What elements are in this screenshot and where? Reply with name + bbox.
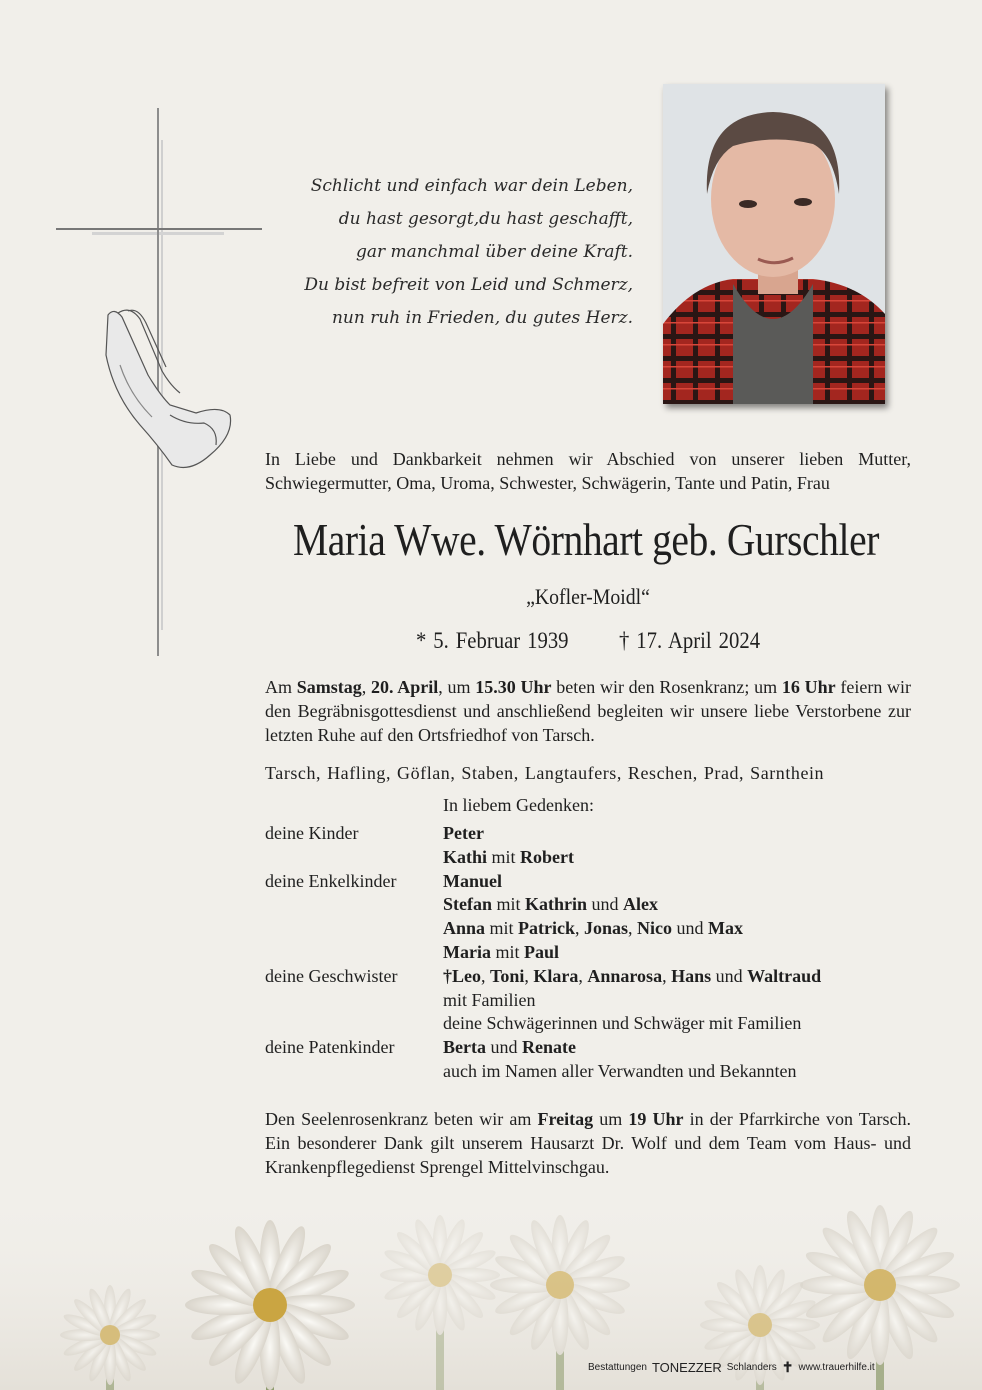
family-relation — [265, 917, 443, 941]
emphasis-text: Patrick — [518, 918, 576, 939]
emphasis-text: 19 Uhr — [628, 1109, 684, 1129]
family-relation — [265, 846, 443, 870]
emphasis-text: Freitag — [537, 1109, 594, 1129]
emphasis-text: Berta — [443, 1037, 486, 1058]
poem-line: Du bist befreit von Leid und Schmerz, — [304, 275, 633, 295]
emphasis-text: Max — [708, 918, 744, 939]
family-names — [443, 822, 484, 846]
family-list — [265, 822, 821, 1084]
emphasis-text: Klara — [533, 965, 579, 986]
text-segment: und — [587, 894, 624, 915]
text-segment: , — [524, 965, 534, 986]
family-names — [443, 1060, 797, 1084]
family-relation: deine Enkelkinder — [265, 870, 397, 891]
family-names — [443, 917, 743, 941]
emphasis-text: 15.30 Uhr — [475, 677, 552, 697]
family-relation — [265, 941, 443, 965]
family-names — [443, 1012, 801, 1036]
emphasis-text: Maria — [443, 941, 491, 962]
family-row — [265, 1060, 821, 1084]
poem-line: nun ruh in Frieden, du gutes Herz. — [331, 308, 633, 328]
family-row — [265, 1036, 821, 1060]
service-announcement — [265, 675, 911, 747]
cross-icon-bar — [56, 228, 262, 230]
family-row — [265, 989, 821, 1013]
family-row — [265, 965, 821, 989]
emphasis-text: Samstag — [296, 677, 362, 697]
family-row — [265, 893, 821, 917]
emphasis-text: †Leo — [443, 965, 481, 986]
text-segment: in der Pfarrkirche von Tarsch. Ein besonderer Dank gilt unserem Hausarzt Dr. Wolf und dem Team vom Haus- und Krankenpflegedienst Sprengel Mittelvinschgau. — [265, 1109, 911, 1177]
emphasis-text: Nico — [637, 918, 673, 939]
text-segment: mit — [487, 846, 521, 867]
daisy — [185, 1220, 355, 1390]
intro-line-1: In Liebe und Dankbarkeit nehmen wir Abschied von unserer lieben Mutter, — [265, 449, 911, 469]
text-segment: um — [593, 1109, 629, 1129]
family-relation: deine Kinder — [265, 823, 359, 843]
text-segment: Am — [265, 677, 297, 697]
text-segment: mit — [490, 941, 524, 962]
emphasis-text: Toni — [490, 965, 525, 986]
text-segment: , — [628, 918, 638, 939]
emphasis-text: Alex — [623, 894, 659, 915]
text-segment: mit — [485, 918, 519, 939]
family-relation: deine Patenkinder — [265, 1037, 395, 1058]
trauerhilfe-logo-icon: ✝︎ — [781, 1359, 794, 1375]
text-segment: und — [485, 1037, 522, 1058]
birth-date: * 5. Februar 1939 — [415, 628, 569, 653]
portrait-photo — [663, 84, 885, 404]
praying-hands-icon — [100, 305, 234, 475]
footer-town: Schlanders — [726, 1362, 777, 1373]
text-segment: beten wir den Rosenkranz; um — [551, 677, 782, 697]
text-segment: deine Schwägerinnen und Schwäger mit Familien — [443, 1013, 802, 1034]
emphasis-text: Paul — [524, 941, 560, 962]
text-segment: und — [672, 918, 709, 939]
text-segment: , um — [438, 677, 476, 697]
emphasis-text: Stefan — [443, 894, 492, 915]
emphasis-text: Kathrin — [525, 894, 588, 915]
family-relation — [265, 1012, 443, 1036]
text-segment: , — [361, 677, 372, 697]
deceased-name: Maria Wwe. Wörnhart geb. Gurschler — [293, 514, 879, 565]
family-row — [265, 822, 821, 846]
emphasis-text: 20. April — [371, 677, 439, 697]
death-date: † 17. April 2024 — [618, 628, 761, 653]
text-segment: feiern wir den Begräbnisgottesdienst und anschließend begleiten wir unsere liebe Verstorbene zur letzten Ruhe auf den Ortsfriedhof von Tarsch. — [265, 677, 912, 745]
emphasis-text: Waltraud — [747, 965, 822, 986]
text-segment: Den Seelenrosenkranz beten wir am — [265, 1109, 538, 1129]
intro-line-2: Schwiegermutter, Oma, Uroma, Schwester, Schwägerin, Tante und Patin, Frau — [265, 473, 830, 493]
family-names — [443, 989, 536, 1013]
text-segment: mit Familien — [443, 989, 536, 1010]
memory-heading: In liebem Gedenken: — [443, 795, 594, 815]
footer — [588, 1359, 875, 1376]
nickname: „Kofler-Moidl“ — [526, 584, 650, 609]
emphasis-text: Kathi — [443, 846, 488, 867]
text-segment: , — [481, 965, 490, 986]
family-names — [443, 965, 821, 989]
family-names — [443, 1036, 576, 1060]
footer-url[interactable]: www.trauerhilfe.it — [798, 1362, 875, 1373]
emphasis-text: Hans — [671, 965, 712, 986]
emphasis-text: 16 Uhr — [781, 677, 836, 697]
poem-line: gar manchmal über deine Kraft. — [355, 242, 633, 262]
life-dates — [297, 628, 878, 654]
emphasis-text: Annarosa — [587, 965, 663, 986]
text-segment: , — [578, 965, 588, 986]
family-names — [443, 870, 502, 894]
text-segment: auch im Namen aller Verwandten und Bekannten — [443, 1060, 797, 1081]
family-relation — [265, 1060, 443, 1084]
text-segment: mit — [492, 894, 526, 915]
places: Tarsch, Hafling, Göflan, Staben, Langtaufers, Reschen, Prad, Sarnthein — [265, 763, 825, 783]
family-names — [443, 846, 574, 870]
family-row — [265, 917, 821, 941]
footer-brand: TONEZZER — [651, 1360, 722, 1375]
emphasis-text: Renate — [521, 1037, 576, 1058]
family-row — [265, 1012, 821, 1036]
emphasis-text: Manuel — [443, 870, 503, 891]
text-segment: , — [575, 918, 585, 939]
family-relation — [265, 893, 443, 917]
poem-line: du hast gesorgt,du hast geschafft, — [338, 209, 633, 229]
emphasis-text: Peter — [443, 823, 484, 843]
family-relation — [265, 989, 443, 1013]
family-row — [265, 870, 821, 894]
text-segment: , — [662, 965, 672, 986]
family-names — [443, 941, 559, 965]
text-segment: und — [711, 965, 748, 986]
emphasis-text: Jonas — [584, 918, 629, 939]
emphasis-text: Anna — [443, 918, 486, 939]
poem-line: Schlicht und einfach war dein Leben, — [310, 176, 633, 196]
family-row — [265, 846, 821, 870]
closing-text — [265, 1107, 911, 1179]
family-relation: deine Geschwister — [265, 965, 398, 986]
family-row — [265, 941, 821, 965]
footer-prefix: Bestattungen — [588, 1362, 647, 1373]
poem — [304, 170, 633, 335]
family-names — [443, 893, 658, 917]
emphasis-text: Robert — [520, 846, 575, 867]
